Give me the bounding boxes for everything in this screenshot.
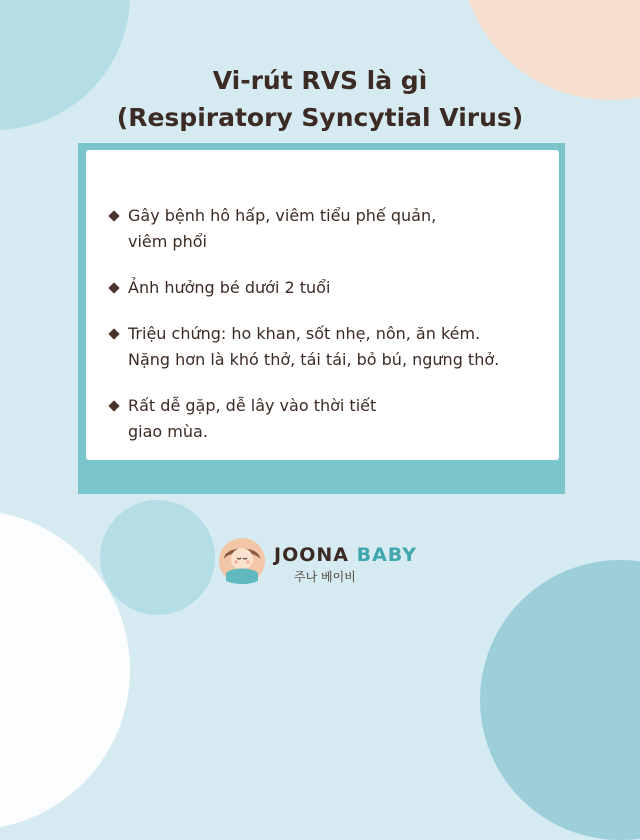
list-item-line-1: Rất dễ gặp, dễ lây vào thời tiết <box>128 396 377 415</box>
list-item-line-2: giao mùa. <box>128 422 208 441</box>
list-item-line-2: Nặng hơn là khó thở, tái tái, bỏ bú, ngưng thở. <box>128 350 500 369</box>
list-item-line-2: viêm phổi <box>128 232 207 251</box>
list-item <box>86 203 559 255</box>
brand-name-korean: 주나 베이비 <box>294 570 356 584</box>
list-item-line-1: Triệu chứng: ho khan, sốt nhẹ, nôn, ăn kém. <box>128 324 481 343</box>
page-title <box>0 62 640 136</box>
baby-face-logo-icon <box>218 537 266 585</box>
info-card <box>86 150 559 460</box>
title-line-1: Vi-rút RVS là gì <box>212 66 428 95</box>
brand-logo <box>218 537 428 587</box>
list-item <box>86 275 559 301</box>
list-item-line-1: Ảnh hưởng bé dưới 2 tuổi <box>128 278 331 297</box>
brand-name-part-2: BABY <box>356 544 417 566</box>
decorative-circle-small <box>100 500 215 615</box>
brand-name-part-1: JOONA <box>274 544 349 566</box>
title-line-2: (Respiratory Syncytial Virus) <box>116 103 524 132</box>
list-item-line-1: Gây bệnh hô hấp, viêm tiểu phế quản, <box>128 206 437 225</box>
bullet-list <box>86 150 559 445</box>
brand-name <box>274 544 417 566</box>
list-item <box>86 393 559 445</box>
diamond-bullet-icon <box>108 328 119 339</box>
list-item <box>86 321 559 373</box>
decorative-circle-bottom-right <box>480 560 640 840</box>
diamond-bullet-icon <box>108 282 119 293</box>
diamond-bullet-icon <box>108 210 119 221</box>
diamond-bullet-icon <box>108 400 119 411</box>
